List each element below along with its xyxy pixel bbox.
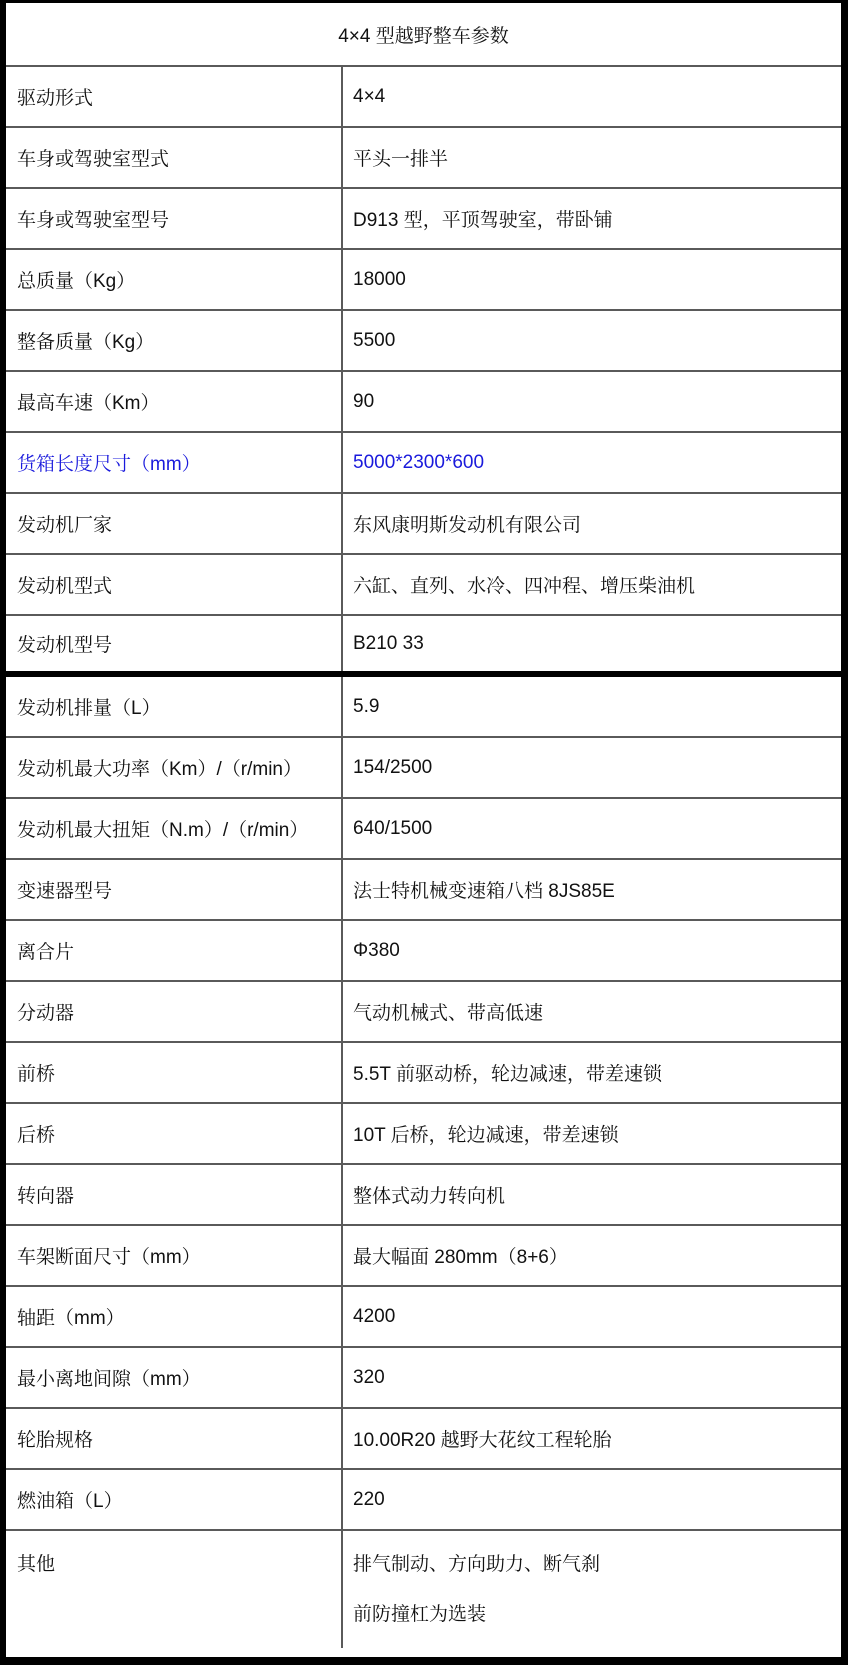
- row-value: 154/2500: [353, 756, 433, 778]
- row-value: 4200: [353, 1305, 396, 1327]
- row-label: 发动机型式: [6, 555, 343, 614]
- row-value: 平头一排半: [353, 149, 449, 170]
- row-value: Φ380: [353, 939, 400, 961]
- row-value: 法士特机械变速箱八档 8JS85E: [353, 881, 615, 902]
- table-row: [6, 494, 841, 555]
- row-label: 驱动形式: [6, 67, 343, 126]
- row-value: 最大幅面 280mm（8+6）: [353, 1247, 568, 1268]
- table-row: [6, 1531, 841, 1648]
- table-row: [6, 738, 841, 799]
- row-value-multiline: [343, 1531, 841, 1648]
- table-row: [6, 616, 841, 677]
- row-label: 发动机最大功率（Km）/（r/min）: [6, 738, 343, 797]
- row-label: 发动机厂家: [6, 494, 343, 553]
- row-value: 5500: [353, 329, 396, 351]
- table-row: [6, 311, 841, 372]
- row-value: 气动机械式、带高低速: [353, 1003, 544, 1024]
- spec-table: [6, 3, 841, 1657]
- row-label: 轴距（mm）: [6, 1287, 343, 1346]
- row-value: 640/1500: [353, 817, 433, 839]
- row-value: 整体式动力转向机: [353, 1186, 506, 1207]
- table-row: [6, 189, 841, 250]
- table-row: [6, 1043, 841, 1104]
- row-label: 发动机排量（L）: [6, 677, 343, 736]
- row-value: 90: [353, 390, 375, 412]
- table-row: [6, 799, 841, 860]
- row-label: 最小离地间隙（mm）: [6, 1348, 343, 1407]
- table-row: [6, 372, 841, 433]
- row-label: 前桥: [6, 1043, 343, 1102]
- row-value-line: 排气制动、方向助力、断气刹: [353, 1554, 601, 1575]
- row-value: 5.9: [353, 695, 380, 717]
- row-label: 转向器: [6, 1165, 343, 1224]
- row-label: 其他: [6, 1531, 343, 1648]
- row-label: 发动机最大扭矩（N.m）/（r/min）: [6, 799, 343, 858]
- row-value: 320: [353, 1366, 385, 1388]
- row-value: 5000*2300*600: [353, 451, 485, 473]
- row-label: 后桥: [6, 1104, 343, 1163]
- row-label: 最高车速（Km）: [6, 372, 343, 431]
- table-row: [6, 921, 841, 982]
- row-value: 220: [353, 1488, 385, 1510]
- row-value: 10.00R20 越野大花纹工程轮胎: [353, 1430, 612, 1451]
- table-row: [6, 860, 841, 921]
- table-row: [6, 677, 841, 738]
- row-label: 变速器型号: [6, 860, 343, 919]
- row-label: 车身或驾驶室型式: [6, 128, 343, 187]
- table-row: [6, 1470, 841, 1531]
- row-label: 整备质量（Kg）: [6, 311, 343, 370]
- row-label: 分动器: [6, 982, 343, 1041]
- table-row: [6, 1287, 841, 1348]
- row-label: 总质量（Kg）: [6, 250, 343, 309]
- row-value: D913 型，平顶驾驶室，带卧铺: [353, 210, 613, 231]
- row-label: 离合片: [6, 921, 343, 980]
- table-row: [6, 67, 841, 128]
- table-title: 4×4 型越野整车参数: [6, 3, 841, 67]
- table-row: [6, 128, 841, 189]
- table-row: [6, 250, 841, 311]
- table-row: [6, 1409, 841, 1470]
- table-row: [6, 1165, 841, 1226]
- row-value: 18000: [353, 268, 406, 290]
- row-label: 轮胎规格: [6, 1409, 343, 1468]
- table-row: [6, 1104, 841, 1165]
- row-value: 4×4: [353, 85, 386, 107]
- table-row: [6, 555, 841, 616]
- row-value: 10T 后桥，轮边减速，带差速锁: [353, 1125, 619, 1146]
- row-value-line: 前防撞杠为选装: [353, 1603, 487, 1625]
- row-label: 发动机型号: [6, 616, 343, 671]
- row-label: 车架断面尺寸（mm）: [6, 1226, 343, 1285]
- row-value: 5.5T 前驱动桥，轮边减速，带差速锁: [353, 1064, 662, 1085]
- table-row-highlighted: [6, 433, 841, 494]
- row-value: 六缸、直列、水冷、四冲程、增压柴油机: [353, 576, 696, 597]
- table-row: [6, 1348, 841, 1409]
- row-label: 车身或驾驶室型号: [6, 189, 343, 248]
- row-label: 货箱长度尺寸（mm）: [6, 433, 343, 492]
- row-label: 燃油箱（L）: [6, 1470, 343, 1529]
- row-value: 东风康明斯发动机有限公司: [353, 515, 582, 536]
- table-row: [6, 982, 841, 1043]
- table-row: [6, 1226, 841, 1287]
- row-value: B210 33: [353, 632, 424, 654]
